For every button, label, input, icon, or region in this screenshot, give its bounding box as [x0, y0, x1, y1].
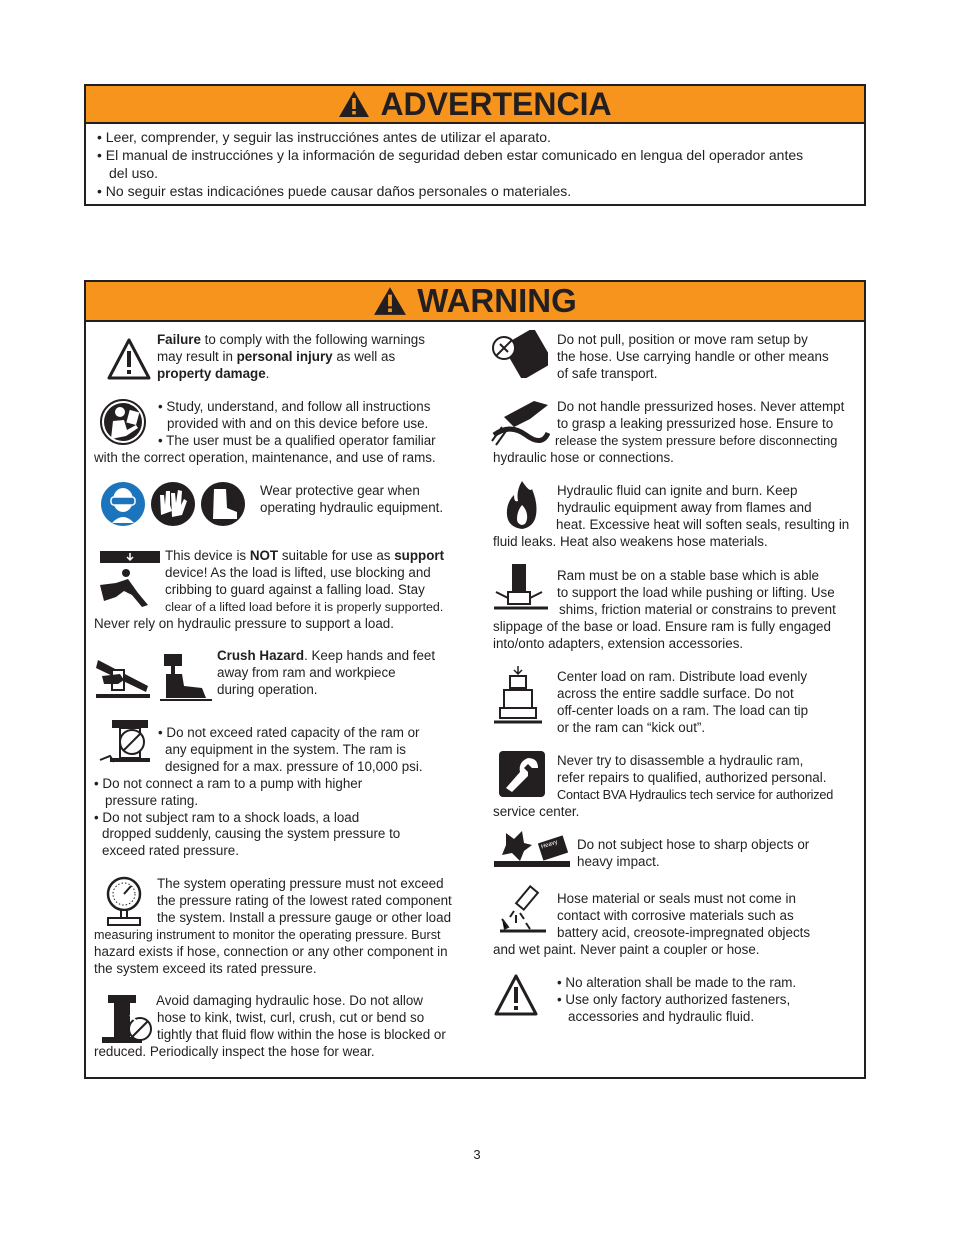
crush-line: during operation.: [217, 681, 318, 697]
alteration-line: • Use only factory authorized fasteners,: [557, 991, 791, 1007]
gauge-line: the system. Install a pressure gauge or other load: [157, 909, 452, 925]
safety-goggles-icon: [100, 481, 146, 527]
corrosive-line: contact with corrosive materials such as: [557, 907, 794, 923]
capacity-line: exceed rated pressure.: [102, 843, 239, 859]
disassemble-line: service center.: [493, 803, 580, 819]
capacity-line: • Do not subject ram to a shock loads, a load: [94, 809, 360, 825]
warning-triangle-icon: [338, 90, 370, 118]
support-warning: [94, 548, 474, 633]
disassemble-line: Never try to disassemble a hydraulic ram,: [557, 753, 804, 768]
advertencia-line: del uso.: [109, 165, 159, 181]
sharp-objects-icon: [492, 829, 572, 869]
pressurized-line: to grasp a leaking pressurized hose. Ensure to: [557, 415, 834, 431]
sharp-line: heavy impact.: [577, 853, 660, 869]
gear-warning: [260, 483, 470, 517]
no-pull-hose-icon: [490, 330, 548, 378]
corrosive-line: battery acid, creosote-impregnated objects: [557, 924, 811, 940]
failure-bold: Failure: [157, 332, 201, 347]
advertencia-title: ADVERTENCIA: [380, 85, 612, 122]
pull-line: the hose. Use carrying handle or other means: [557, 348, 829, 364]
capacity-line: any equipment in the system. The ram is: [165, 741, 406, 757]
base-line: Ram must be on a stable base which is able: [557, 568, 820, 583]
gear-line: operating hydraulic equipment.: [260, 499, 444, 515]
hose-damage-line: tightly that fluid flow within the hose is blocked or: [157, 1026, 446, 1042]
study-warning: [94, 399, 474, 467]
crush-hands-icon: [94, 656, 152, 702]
gauge-line: The system operating pressure must not exceed: [157, 876, 444, 891]
pressurized-warning: [493, 399, 873, 467]
sharp-line: Do not subject hose to sharp objects or: [577, 837, 810, 852]
corrosive-line: and wet paint. Never paint a coupler or hose.: [493, 941, 760, 957]
safety-boots-icon: [200, 481, 246, 527]
failure-bold: personal injury: [236, 348, 333, 364]
gauge-line: the pressure rating of the lowest rated component: [157, 892, 452, 908]
hose-damage-line: Avoid damaging hydraulic hose. Do not allow: [156, 993, 423, 1008]
support-line: clear of a lifted load before it is properly supported.: [165, 599, 444, 614]
base-line: slippage of the base or load. Ensure ram is fully engaged: [493, 618, 831, 634]
capacity-warning: [94, 725, 474, 860]
gauge-warning: [94, 876, 474, 977]
crush-feet-icon: [158, 652, 214, 702]
capacity-line: pressure rating.: [105, 792, 199, 808]
fire-line: hydraulic equipment away from flames and: [557, 499, 812, 515]
gauge-line: hazard exists if hose, connection or any other component in: [94, 943, 448, 959]
disassemble-line: Contact BVA Hydraulics tech service for authorized: [557, 787, 834, 802]
disassemble-warning: [493, 753, 873, 821]
advertencia-text: [86, 124, 864, 200]
center-line: across the entire saddle surface. Do not: [557, 685, 794, 701]
caution-triangle-icon: [494, 974, 538, 1016]
study-line: with the correct operation, maintenance, and use of rams.: [94, 449, 436, 465]
gear-line: Wear protective gear when: [260, 483, 420, 498]
pressurized-line: release the system pressure before disconnecting: [555, 432, 838, 448]
center-line: Center load on ram. Distribute load evenly: [557, 669, 808, 684]
advertencia-box: [84, 84, 866, 206]
pull-line: Do not pull, position or move ram setup by: [557, 332, 808, 347]
pull-line: of safe transport.: [557, 365, 658, 381]
base-warning: [493, 568, 873, 653]
failure-text: .: [265, 365, 270, 381]
sharp-warning: [577, 837, 867, 871]
support-line: device! As the load is lifted, use blocking and: [165, 564, 431, 580]
capacity-line: • Do not exceed rated capacity of the ram or: [158, 725, 420, 740]
advertencia-line: • Leer, comprender, y seguir las instrucciónes antes de utilizar el aparato.: [97, 129, 551, 145]
failure-bold: property damage: [157, 365, 266, 381]
disassemble-line: refer repairs to qualified, authorized personal.: [557, 769, 827, 785]
hose-damage-line: hose to kink, twist, curl, crush, cut or bend so: [157, 1009, 425, 1025]
hose-damage-warning: [94, 993, 474, 1061]
advertencia-line: • No seguir estas indicaciónes puede causar daños personales o materiales.: [97, 183, 572, 199]
corrosive-warning: [493, 891, 873, 959]
warning-banner: [86, 282, 864, 322]
gauge-line: measuring instrument to monitor the operating pressure. Burst: [94, 927, 441, 942]
pull-warning: [557, 332, 867, 383]
failure-text: as well as: [332, 348, 396, 364]
failure-text: to comply with the following warnings: [200, 332, 425, 347]
study-line: • Study, understand, and follow all instructions: [158, 399, 431, 414]
failure-text: may result in: [157, 348, 237, 364]
warning-title: WARNING: [417, 282, 577, 319]
gauge-line: the system exceed its rated pressure.: [94, 960, 317, 976]
center-warning: [557, 669, 867, 737]
warning-triangle-icon: [373, 286, 407, 316]
support-text: suitable for use as: [278, 548, 395, 563]
support-bold: NOT: [249, 548, 279, 563]
gloves-icon: [150, 481, 196, 527]
fire-line: fluid leaks. Heat also weakens hose materials.: [493, 533, 768, 549]
corrosive-line: Hose material or seals must not come in: [557, 891, 796, 906]
alteration-warning: [557, 975, 867, 1026]
alteration-line: accessories and hydraulic fluid.: [568, 1008, 755, 1024]
fire-line: Hydraulic fluid can ignite and burn. Keep: [557, 483, 798, 498]
fire-line: heat. Excessive heat will soften seals, resulting in: [556, 516, 850, 532]
support-text: This device is: [165, 548, 250, 563]
crush-bold: Crush Hazard: [217, 648, 305, 663]
heavy-label: Heavy: [540, 839, 559, 851]
crush-text: . Keep hands and feet: [304, 648, 436, 663]
support-line: cribbing to guard against a falling load. Stay: [165, 581, 425, 597]
caution-triangle-icon: [107, 338, 151, 380]
pressurized-line: hydraulic hose or connections.: [493, 449, 674, 465]
center-line: or the ram can “kick out”.: [557, 719, 706, 735]
base-line: shims, friction material or constrains to prevent: [559, 601, 836, 617]
support-bold: support: [394, 548, 445, 563]
crush-line: away from ram and workpiece: [217, 664, 396, 680]
advertencia-line: • El manual de instrucciónes y la información de seguridad deben estar comunicado en lengua del operador antes: [97, 147, 804, 163]
base-line: to support the load while pushing or lifting. Use: [557, 584, 835, 600]
study-line: • The user must be a qualified operator familiar: [158, 432, 436, 448]
base-line: into/onto adapters, extension accessories.: [493, 635, 744, 651]
center-load-icon: [492, 664, 544, 726]
pressurized-line: Do not handle pressurized hoses. Never attempt: [557, 399, 845, 414]
capacity-line: dropped suddenly, causing the system pressure to: [102, 826, 401, 842]
page-number: 3: [473, 1147, 481, 1162]
warning-box: [84, 280, 866, 1079]
capacity-line: • Do not connect a ram to a pump with higher: [94, 775, 363, 791]
support-line: Never rely on hydraulic pressure to support a load.: [94, 615, 394, 631]
study-line: provided with and on this device before use.: [167, 415, 429, 431]
alteration-line: • No alteration shall be made to the ram.: [557, 975, 797, 990]
fire-warning: [493, 483, 873, 551]
advertencia-banner: [86, 86, 864, 124]
crush-warning: [217, 648, 467, 699]
capacity-line: designed for a max. pressure of 10,000 psi.: [165, 758, 423, 774]
center-line: off-center loads on a ram. The load can tip: [557, 702, 809, 718]
hose-damage-line: reduced. Periodically inspect the hose for wear.: [94, 1043, 375, 1059]
